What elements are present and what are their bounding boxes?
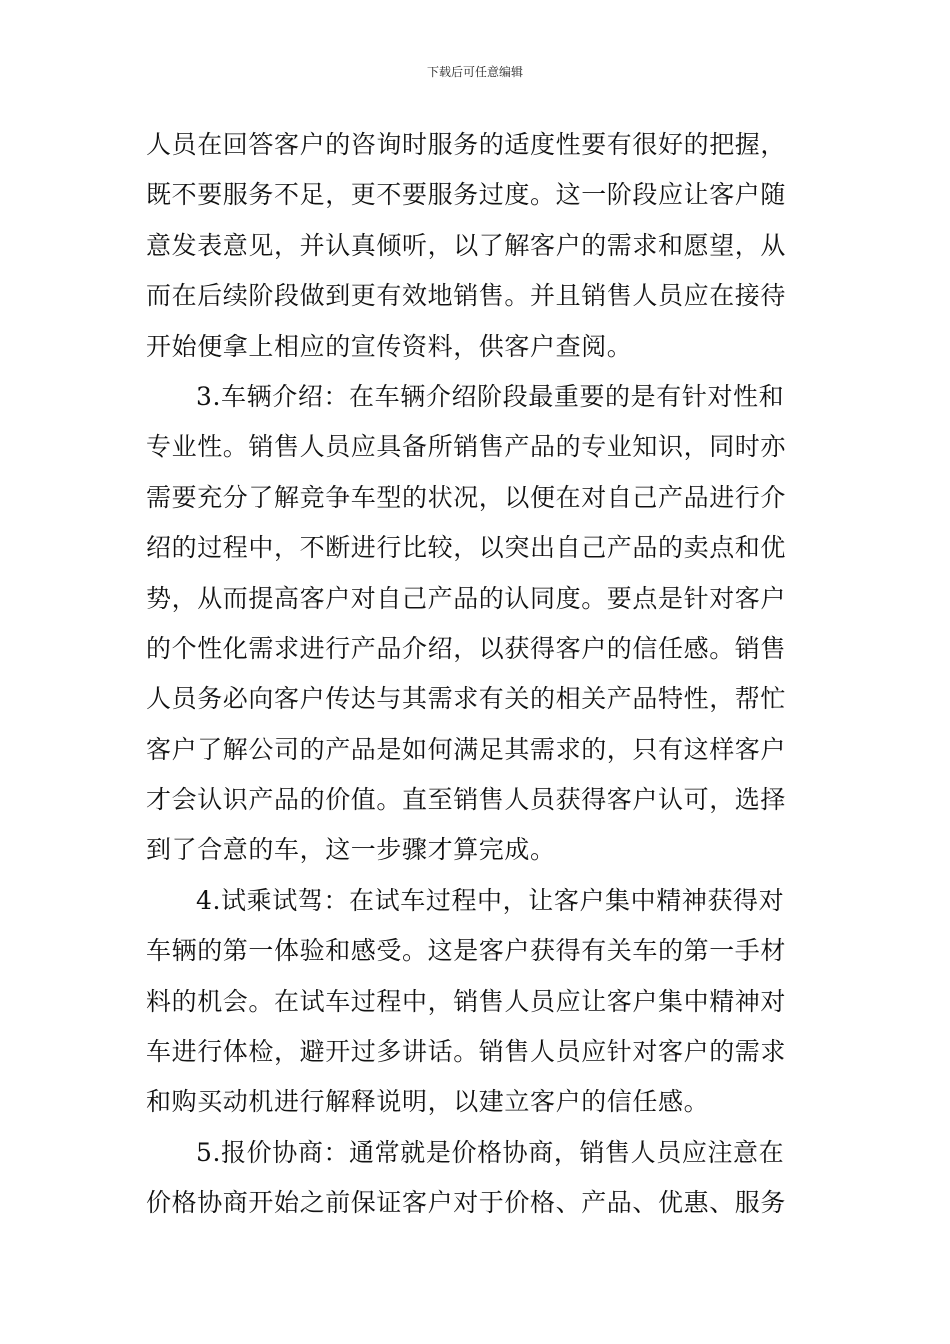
text-line: 到了合意的车，这一步骤才算完成。 [146, 835, 556, 865]
text-line: 意发表意见，并认真倾听，以了解客户的需求和愿望，从 [146, 230, 787, 260]
text-line: 价格协商开始之前保证客户对于价格、产品、优惠、服务 [146, 1188, 787, 1218]
text-line: 势，从而提高客户对自己产品的认同度。要点是针对客户 [146, 583, 787, 613]
text-line: 专业性。销售人员应具备所销售产品的专业知识，同时亦 [146, 432, 787, 462]
text-line: 开始便拿上相应的宣传资料，供客户查阅。 [146, 331, 633, 361]
text-line: 人员务必向客户传达与其需求有关的相关产品特性，帮忙 [146, 684, 787, 714]
text-line: 的个性化需求进行产品介绍，以获得客户的信任感。销售 [146, 633, 787, 663]
text-line: 而在后续阶段做到更有效地销售。并且销售人员应在接待 [146, 281, 787, 311]
text-line: 需要充分了解竞争车型的状况，以便在对自己产品进行介 [146, 482, 787, 512]
text-line: 客户了解公司的产品是如何满足其需求的，只有这样客户 [146, 734, 787, 764]
text-line: 才会认识产品的价值。直至销售人员获得客户认可，选择 [146, 785, 787, 815]
section-heading-test-drive: 4.试乘试驾：在试车过程中，让客户集中精神获得对 [196, 885, 785, 915]
text-line: 和购买动机进行解释说明，以建立客户的信任感。 [146, 1087, 710, 1117]
text-line: 车辆的第一体验和感受。这是客户获得有关车的第一手材 [146, 936, 787, 966]
text-line: 料的机会。在试车过程中，销售人员应让客户集中精神对 [146, 986, 787, 1016]
document-body [146, 120, 816, 1229]
text-line: 既不要服务不足，更不要服务过度。这一阶段应让客户随 [146, 180, 787, 210]
section-heading-price-negotiation: 5.报价协商：通常就是价格协商，销售人员应注意在 [196, 1137, 785, 1167]
section-heading-vehicle-intro: 3.车辆介绍：在车辆介绍阶段最重要的是有针对性和 [196, 381, 785, 411]
page-header: 下载后可任意编辑 [426, 65, 523, 79]
text-line: 人员在回答客户的咨询时服务的适度性要有很好的把握， [146, 130, 787, 159]
text-line: 车进行体检，避开过多讲话。销售人员应针对客户的需求 [146, 1037, 787, 1067]
text-line: 绍的过程中，不断进行比较，以突出自己产品的卖点和优 [146, 533, 787, 563]
